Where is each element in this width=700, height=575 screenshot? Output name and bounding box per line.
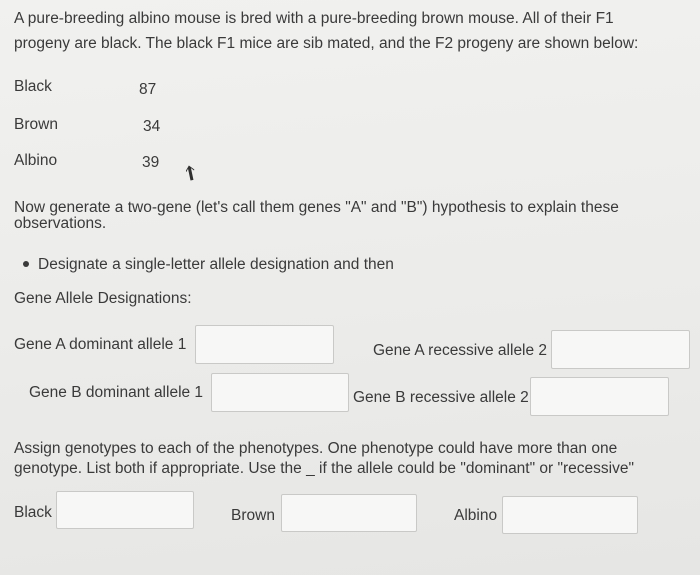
phenotype-label-albino: Albino bbox=[14, 152, 58, 169]
phenotype-count-brown: 34 bbox=[143, 118, 161, 135]
intro-line-1: A pure-breeding albino mouse is bred with a pure-breeding brown mouse. All of their F1 bbox=[14, 10, 614, 27]
phenotype-label-brown: Brown bbox=[14, 116, 58, 133]
gene-a-dominant-label: Gene A dominant allele 1 bbox=[14, 336, 187, 353]
phenotype-label-black: Black bbox=[14, 78, 52, 95]
gene-a-recessive-label: Gene A recessive allele 2 bbox=[373, 342, 548, 359]
instructions-line-1: Now generate a two-gene (let's call them genes "A" and "B") hypothesis to explain these bbox=[14, 199, 619, 216]
gene-a-recessive-input[interactable] bbox=[551, 330, 690, 369]
bullet-text: Designate a single-letter allele designation and then bbox=[38, 256, 394, 273]
genotype-albino-label: Albino bbox=[454, 507, 498, 524]
phenotype-count-black: 87 bbox=[139, 81, 157, 98]
gene-b-dominant-input[interactable] bbox=[211, 373, 349, 412]
genotype-brown-label: Brown bbox=[231, 507, 275, 524]
genotype-brown-input[interactable] bbox=[281, 494, 417, 532]
instructions-line-2: observations. bbox=[14, 215, 107, 232]
allele-designations-heading: Gene Allele Designations: bbox=[14, 290, 192, 307]
mouse-pointer-icon bbox=[186, 165, 198, 181]
intro-line-2: progeny are black. The black F1 mice are sib mated, and the F2 progeny are shown below: bbox=[14, 35, 639, 52]
gene-b-recessive-label: Gene B recessive allele 2 bbox=[353, 389, 529, 406]
gene-b-recessive-input[interactable] bbox=[530, 377, 669, 416]
bullet-point bbox=[23, 261, 29, 267]
gene-b-dominant-label: Gene B dominant allele 1 bbox=[29, 384, 204, 401]
genotype-black-input[interactable] bbox=[56, 491, 194, 529]
phenotype-count-albino: 39 bbox=[142, 154, 160, 171]
genotype-black-label: Black bbox=[14, 504, 52, 521]
genotypes-line-1: Assign genotypes to each of the phenotypes. One phenotype could have more than one bbox=[14, 440, 618, 457]
gene-a-dominant-input[interactable] bbox=[195, 325, 334, 364]
genotype-albino-input[interactable] bbox=[502, 496, 638, 534]
genotypes-line-2: genotype. List both if appropriate. Use the _ if the allele could be "dominant" or "recessive" bbox=[14, 460, 634, 477]
